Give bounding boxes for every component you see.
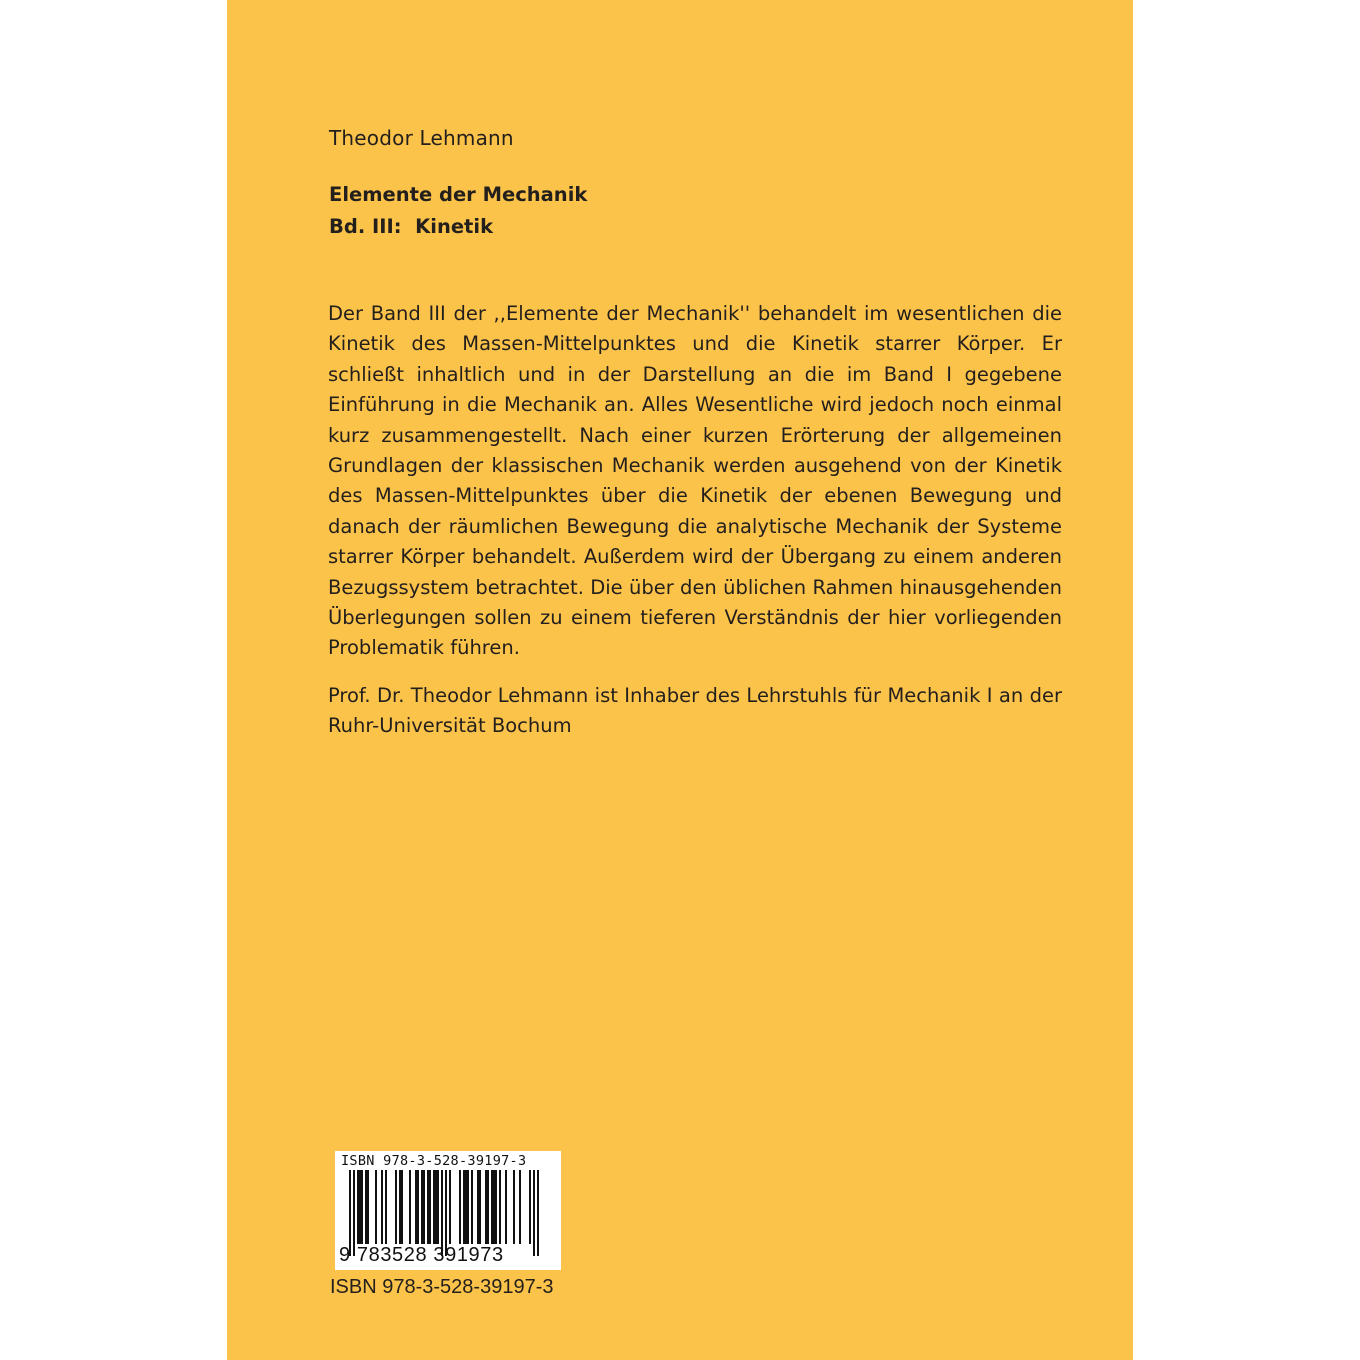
barcode-bar bbox=[533, 1170, 535, 1256]
book-back-cover bbox=[227, 0, 1133, 1360]
barcode-bar bbox=[437, 1170, 439, 1244]
barcode-bar bbox=[357, 1170, 359, 1244]
barcode-bar bbox=[385, 1170, 387, 1244]
barcode-bar bbox=[381, 1170, 383, 1244]
barcode-bar bbox=[359, 1170, 361, 1244]
barcode-bar bbox=[463, 1170, 465, 1244]
isbn-barcode bbox=[335, 1151, 561, 1270]
barcode-bar bbox=[361, 1170, 363, 1244]
barcode-digits: 9 783528 391973 bbox=[339, 1244, 504, 1266]
barcode-bar bbox=[395, 1170, 397, 1244]
barcode-isbn-label: ISBN 978-3-528-39197-3 bbox=[341, 1153, 527, 1169]
barcode-bar bbox=[417, 1170, 419, 1244]
barcode-bar bbox=[537, 1170, 539, 1256]
description-paragraph: Der Band III der ,,Elemente der Mechanik'' behandelt im wesentlichen die Kinetik des Massen-Mittelpunktes und die Kinetik starrer Körper. Er schließt inhaltlich und in der Darstellung an die im Band I gegebene Einführung in die Mechanik an. Alles Wesentliche wird jedoch noch einmal kurz zusammengestellt. Nach einer kurzen Erörterung der allgemeinen Grundlagen der klassischen Mechanik werden ausgehend von der Kinetik des Massen-Mittelpunktes über die Kinetik der ebenen Bewegung und danach der räumlichen Bewegung die analytische Mechanik der Systeme starrer Körper behandelt. Außerdem wird der Übergang zu einem anderen Bezugssystem betrachtet. Die über den üblichen Rahmen hinausgehenden Überlegungen sollen zu einem tieferen Verständnis der hier vorliegenden Problematik führen. bbox=[328, 302, 1062, 660]
barcode-bar bbox=[529, 1170, 531, 1244]
barcode-bar bbox=[459, 1170, 461, 1244]
barcode-bar bbox=[367, 1170, 369, 1244]
barcode-bar bbox=[487, 1170, 489, 1244]
barcode-bar bbox=[409, 1170, 411, 1244]
barcode-bar bbox=[449, 1170, 451, 1244]
author-bio: Prof. Dr. Theodor Lehmann ist Inhaber des Lehrstuhls für Mechanik I an der Ruhr-Universität Bochum bbox=[328, 684, 1062, 738]
barcode-bar bbox=[493, 1170, 495, 1244]
barcode-bar bbox=[429, 1170, 431, 1244]
barcode-bar bbox=[365, 1170, 367, 1244]
barcode-bar bbox=[427, 1170, 429, 1244]
book-title bbox=[329, 179, 587, 243]
barcode-bar bbox=[477, 1170, 479, 1244]
barcode-bar bbox=[495, 1170, 497, 1244]
isbn-number: ISBN 978-3-528-39197-3 bbox=[330, 1276, 554, 1298]
barcode-bar bbox=[479, 1170, 481, 1244]
barcode-bar bbox=[465, 1170, 467, 1244]
barcode-bar bbox=[467, 1170, 469, 1244]
barcode-bar bbox=[375, 1170, 377, 1244]
barcode-bar bbox=[415, 1170, 417, 1244]
barcode-bar bbox=[421, 1170, 423, 1244]
barcode-bar bbox=[499, 1170, 501, 1244]
author-name: Theodor Lehmann bbox=[329, 126, 514, 150]
barcode-bar bbox=[433, 1170, 435, 1244]
barcode-bar bbox=[519, 1170, 521, 1244]
barcode-bar bbox=[423, 1170, 425, 1244]
barcode-bar bbox=[471, 1170, 473, 1244]
barcode-bar bbox=[505, 1170, 507, 1244]
title-line-volume: Bd. III: Kinetik bbox=[329, 215, 494, 238]
barcode-bar bbox=[485, 1170, 487, 1244]
title-line-series: Elemente der Mechanik bbox=[329, 183, 588, 206]
barcode-bar bbox=[513, 1170, 515, 1244]
barcode-bar bbox=[401, 1170, 403, 1244]
barcode-bar bbox=[435, 1170, 437, 1244]
barcode-bar bbox=[399, 1170, 401, 1244]
barcode-bar bbox=[491, 1170, 493, 1244]
